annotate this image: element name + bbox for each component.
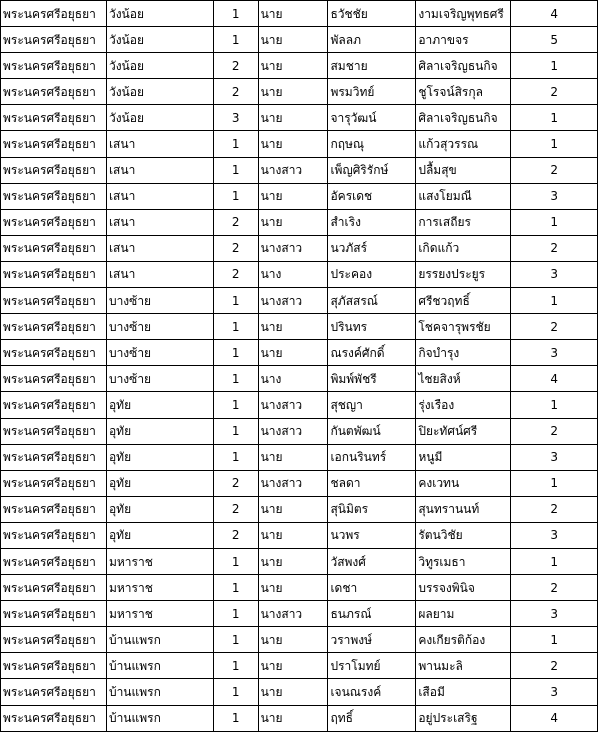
group-cell: 2 — [213, 235, 258, 261]
group-cell: 1 — [213, 444, 258, 470]
district-cell: วังน้อย — [106, 53, 213, 79]
title-cell: นาย — [258, 1, 328, 27]
group-cell: 1 — [213, 653, 258, 679]
province-cell: พระนครศรีอยุธยา — [1, 79, 107, 105]
number-cell: 2 — [511, 314, 598, 340]
group-cell: 1 — [213, 288, 258, 314]
lastname-cell: อาภาขจร — [416, 27, 511, 53]
firstname-cell: เพ็ญศิริรักษ์ — [328, 157, 416, 183]
number-cell: 2 — [511, 157, 598, 183]
district-cell: อุทัย — [106, 444, 213, 470]
firstname-cell: ประคอง — [328, 261, 416, 287]
firstname-cell: ปราโมทย์ — [328, 653, 416, 679]
group-cell: 2 — [213, 209, 258, 235]
title-cell: นางสาว — [258, 470, 328, 496]
number-cell: 2 — [511, 496, 598, 522]
table-row — [1, 53, 598, 79]
district-cell: เสนา — [106, 183, 213, 209]
table-row — [1, 261, 598, 287]
table-row — [1, 679, 598, 705]
number-cell: 3 — [511, 183, 598, 209]
group-cell: 2 — [213, 79, 258, 105]
group-cell: 1 — [213, 705, 258, 731]
number-cell: 1 — [511, 470, 598, 496]
lastname-cell: โชคจารุพรชัย — [416, 314, 511, 340]
title-cell: นาย — [258, 705, 328, 731]
district-cell: มหาราช — [106, 575, 213, 601]
lastname-cell: บรรจงพินิจ — [416, 575, 511, 601]
district-cell: เสนา — [106, 131, 213, 157]
province-cell: พระนครศรีอยุธยา — [1, 366, 107, 392]
table-row — [1, 340, 598, 366]
number-cell: 5 — [511, 27, 598, 53]
table-row — [1, 496, 598, 522]
number-cell: 1 — [511, 627, 598, 653]
district-cell: บางซ้าย — [106, 340, 213, 366]
number-cell: 1 — [511, 392, 598, 418]
district-cell: อุทัย — [106, 522, 213, 548]
number-cell: 1 — [511, 288, 598, 314]
group-cell: 2 — [213, 496, 258, 522]
title-cell: นางสาว — [258, 235, 328, 261]
title-cell: นาง — [258, 261, 328, 287]
lastname-cell: แสงโยมณี — [416, 183, 511, 209]
number-cell: 4 — [511, 1, 598, 27]
number-cell: 3 — [511, 444, 598, 470]
province-cell: พระนครศรีอยุธยา — [1, 27, 107, 53]
province-cell: พระนครศรีอยุธยา — [1, 522, 107, 548]
province-cell: พระนครศรีอยุธยา — [1, 288, 107, 314]
title-cell: นาง — [258, 366, 328, 392]
province-cell: พระนครศรีอยุธยา — [1, 53, 107, 79]
table-row — [1, 105, 598, 131]
group-cell: 1 — [213, 418, 258, 444]
group-cell: 1 — [213, 314, 258, 340]
table-row — [1, 548, 598, 574]
number-cell: 1 — [511, 131, 598, 157]
group-cell: 2 — [213, 53, 258, 79]
firstname-cell: นวภัสร์ — [328, 235, 416, 261]
table-row — [1, 418, 598, 444]
province-cell: พระนครศรีอยุธยา — [1, 314, 107, 340]
group-cell: 1 — [213, 601, 258, 627]
number-cell: 1 — [511, 53, 598, 79]
group-cell: 1 — [213, 183, 258, 209]
table-row — [1, 366, 598, 392]
firstname-cell: เอกนรินทร์ — [328, 444, 416, 470]
title-cell: นาย — [258, 53, 328, 79]
firstname-cell: ธวัชชัย — [328, 1, 416, 27]
firstname-cell: นวพร — [328, 522, 416, 548]
district-cell: บ้านแพรก — [106, 705, 213, 731]
table-row — [1, 444, 598, 470]
district-cell: บ้านแพรก — [106, 679, 213, 705]
table-row — [1, 131, 598, 157]
title-cell: นาย — [258, 522, 328, 548]
lastname-cell: การเสถียร — [416, 209, 511, 235]
province-cell: พระนครศรีอยุธยา — [1, 444, 107, 470]
table-row — [1, 27, 598, 53]
title-cell: นาย — [258, 183, 328, 209]
lastname-cell: ชูโรจน์สิรกุล — [416, 79, 511, 105]
province-cell: พระนครศรีอยุธยา — [1, 261, 107, 287]
firstname-cell: สมชาย — [328, 53, 416, 79]
table-row — [1, 601, 598, 627]
table-row — [1, 235, 598, 261]
province-cell: พระนครศรีอยุธยา — [1, 575, 107, 601]
number-cell: 4 — [511, 366, 598, 392]
firstname-cell: ณรงค์ศักดิ์ — [328, 340, 416, 366]
title-cell: นาย — [258, 314, 328, 340]
lastname-cell: เสือมี — [416, 679, 511, 705]
district-cell: บางซ้าย — [106, 288, 213, 314]
table-row — [1, 522, 598, 548]
title-cell: นาย — [258, 209, 328, 235]
firstname-cell: พรมวิทย์ — [328, 79, 416, 105]
lastname-cell: กิจบำรุง — [416, 340, 511, 366]
group-cell: 1 — [213, 548, 258, 574]
lastname-cell: วิทูรเมธา — [416, 548, 511, 574]
firstname-cell: พัลลภ — [328, 27, 416, 53]
table-row — [1, 79, 598, 105]
table-row — [1, 653, 598, 679]
lastname-cell: ปิยะทัศน์ศรี — [416, 418, 511, 444]
firstname-cell: กันตพัฒน์ — [328, 418, 416, 444]
lastname-cell: รัตนวิชัย — [416, 522, 511, 548]
lastname-cell: อยู่ประเสริฐ — [416, 705, 511, 731]
firstname-cell: ชลดา — [328, 470, 416, 496]
lastname-cell: ไชยสิงห์ — [416, 366, 511, 392]
lastname-cell: คงเกียรติก้อง — [416, 627, 511, 653]
district-cell: บางซ้าย — [106, 314, 213, 340]
district-cell: บางซ้าย — [106, 366, 213, 392]
table-body — [1, 1, 598, 732]
firstname-cell: เดชา — [328, 575, 416, 601]
table-row — [1, 470, 598, 496]
table-row — [1, 314, 598, 340]
number-cell: 3 — [511, 601, 598, 627]
lastname-cell: แก้วสุวรรณ — [416, 131, 511, 157]
table-row — [1, 705, 598, 731]
group-cell: 1 — [213, 131, 258, 157]
group-cell: 2 — [213, 522, 258, 548]
group-cell: 1 — [213, 575, 258, 601]
province-cell: พระนครศรีอยุธยา — [1, 627, 107, 653]
district-cell: วังน้อย — [106, 79, 213, 105]
number-cell: 4 — [511, 705, 598, 731]
firstname-cell: วราพงษ์ — [328, 627, 416, 653]
firstname-cell: ธนภรณ์ — [328, 601, 416, 627]
firstname-cell: สุภัสสรณ์ — [328, 288, 416, 314]
district-cell: วังน้อย — [106, 105, 213, 131]
title-cell: นางสาว — [258, 392, 328, 418]
number-cell: 2 — [511, 653, 598, 679]
province-cell: พระนครศรีอยุธยา — [1, 157, 107, 183]
province-cell: พระนครศรีอยุธยา — [1, 1, 107, 27]
number-cell: 2 — [511, 418, 598, 444]
district-cell: อุทัย — [106, 496, 213, 522]
title-cell: นาย — [258, 27, 328, 53]
table-row — [1, 392, 598, 418]
table-row — [1, 288, 598, 314]
title-cell: นาย — [258, 575, 328, 601]
title-cell: นาย — [258, 679, 328, 705]
group-cell: 1 — [213, 392, 258, 418]
title-cell: นางสาว — [258, 601, 328, 627]
lastname-cell: ศิลาเจริญธนกิจ — [416, 105, 511, 131]
firstname-cell: สุนิมิตร — [328, 496, 416, 522]
lastname-cell: ปลื้มสุข — [416, 157, 511, 183]
province-cell: พระนครศรีอยุธยา — [1, 235, 107, 261]
province-cell: พระนครศรีอยุธยา — [1, 392, 107, 418]
lastname-cell: รุ่งเรือง — [416, 392, 511, 418]
lastname-cell: หนูมี — [416, 444, 511, 470]
province-cell: พระนครศรีอยุธยา — [1, 653, 107, 679]
table-row — [1, 575, 598, 601]
district-cell: มหาราช — [106, 601, 213, 627]
lastname-cell: คงเวทน — [416, 470, 511, 496]
firstname-cell: วัสพงศ์ — [328, 548, 416, 574]
lastname-cell: สุนทรานนท์ — [416, 496, 511, 522]
district-cell: เสนา — [106, 209, 213, 235]
lastname-cell: ศิลาเจริญธนกิจ — [416, 53, 511, 79]
province-cell: พระนครศรีอยุธยา — [1, 418, 107, 444]
table-row — [1, 157, 598, 183]
number-cell: 1 — [511, 209, 598, 235]
lastname-cell: ผลยาม — [416, 601, 511, 627]
table-row — [1, 1, 598, 27]
province-cell: พระนครศรีอยุธยา — [1, 548, 107, 574]
number-cell: 1 — [511, 105, 598, 131]
number-cell: 2 — [511, 79, 598, 105]
firstname-cell: สุชญา — [328, 392, 416, 418]
title-cell: นาย — [258, 548, 328, 574]
district-cell: อุทัย — [106, 418, 213, 444]
district-cell: วังน้อย — [106, 1, 213, 27]
group-cell: 2 — [213, 470, 258, 496]
province-cell: พระนครศรีอยุธยา — [1, 470, 107, 496]
number-cell: 1 — [511, 548, 598, 574]
number-cell: 3 — [511, 679, 598, 705]
firstname-cell: ฤทธิ์ — [328, 705, 416, 731]
title-cell: นาย — [258, 627, 328, 653]
title-cell: นางสาว — [258, 288, 328, 314]
number-cell: 3 — [511, 522, 598, 548]
group-cell: 3 — [213, 105, 258, 131]
province-cell: พระนครศรีอยุธยา — [1, 209, 107, 235]
firstname-cell: จารุวัฒน์ — [328, 105, 416, 131]
table-row — [1, 627, 598, 653]
district-cell: เสนา — [106, 261, 213, 287]
group-cell: 1 — [213, 157, 258, 183]
group-cell: 2 — [213, 261, 258, 287]
number-cell: 3 — [511, 340, 598, 366]
title-cell: นาย — [258, 105, 328, 131]
lastname-cell: ยรรยงประยูร — [416, 261, 511, 287]
title-cell: นาย — [258, 79, 328, 105]
group-cell: 1 — [213, 627, 258, 653]
lastname-cell: พานมะลิ — [416, 653, 511, 679]
province-cell: พระนครศรีอยุธยา — [1, 496, 107, 522]
province-cell: พระนครศรีอยุธยา — [1, 131, 107, 157]
lastname-cell: ศรีชวฤทธิ์ — [416, 288, 511, 314]
number-cell: 3 — [511, 261, 598, 287]
district-cell: อุทัย — [106, 470, 213, 496]
firstname-cell: พิมพ์พัชรี — [328, 366, 416, 392]
group-cell: 1 — [213, 340, 258, 366]
district-cell: บ้านแพรก — [106, 627, 213, 653]
province-cell: พระนครศรีอยุธยา — [1, 679, 107, 705]
table-row — [1, 183, 598, 209]
title-cell: นาย — [258, 131, 328, 157]
district-cell: อุทัย — [106, 392, 213, 418]
firstname-cell: เจนณรงค์ — [328, 679, 416, 705]
district-cell: วังน้อย — [106, 27, 213, 53]
province-cell: พระนครศรีอยุธยา — [1, 340, 107, 366]
title-cell: นางสาว — [258, 157, 328, 183]
number-cell: 2 — [511, 235, 598, 261]
title-cell: นาย — [258, 444, 328, 470]
province-cell: พระนครศรีอยุธยา — [1, 601, 107, 627]
table-row — [1, 209, 598, 235]
district-cell: บ้านแพรก — [106, 653, 213, 679]
province-cell: พระนครศรีอยุธยา — [1, 705, 107, 731]
title-cell: นาย — [258, 340, 328, 366]
number-cell: 2 — [511, 575, 598, 601]
lastname-cell: งามเจริญพุทธศรี — [416, 1, 511, 27]
title-cell: นางสาว — [258, 418, 328, 444]
district-cell: มหาราช — [106, 548, 213, 574]
firstname-cell: ปรินทร — [328, 314, 416, 340]
firstname-cell: กฤษณุ — [328, 131, 416, 157]
province-cell: พระนครศรีอยุธยา — [1, 105, 107, 131]
firstname-cell: อัครเดช — [328, 183, 416, 209]
title-cell: นาย — [258, 653, 328, 679]
title-cell: นาย — [258, 496, 328, 522]
district-cell: เสนา — [106, 157, 213, 183]
province-cell: พระนครศรีอยุธยา — [1, 183, 107, 209]
group-cell: 1 — [213, 679, 258, 705]
district-cell: เสนา — [106, 235, 213, 261]
group-cell: 1 — [213, 27, 258, 53]
group-cell: 1 — [213, 366, 258, 392]
firstname-cell: สำเริง — [328, 209, 416, 235]
lastname-cell: เกิดแก้ว — [416, 235, 511, 261]
group-cell: 1 — [213, 1, 258, 27]
